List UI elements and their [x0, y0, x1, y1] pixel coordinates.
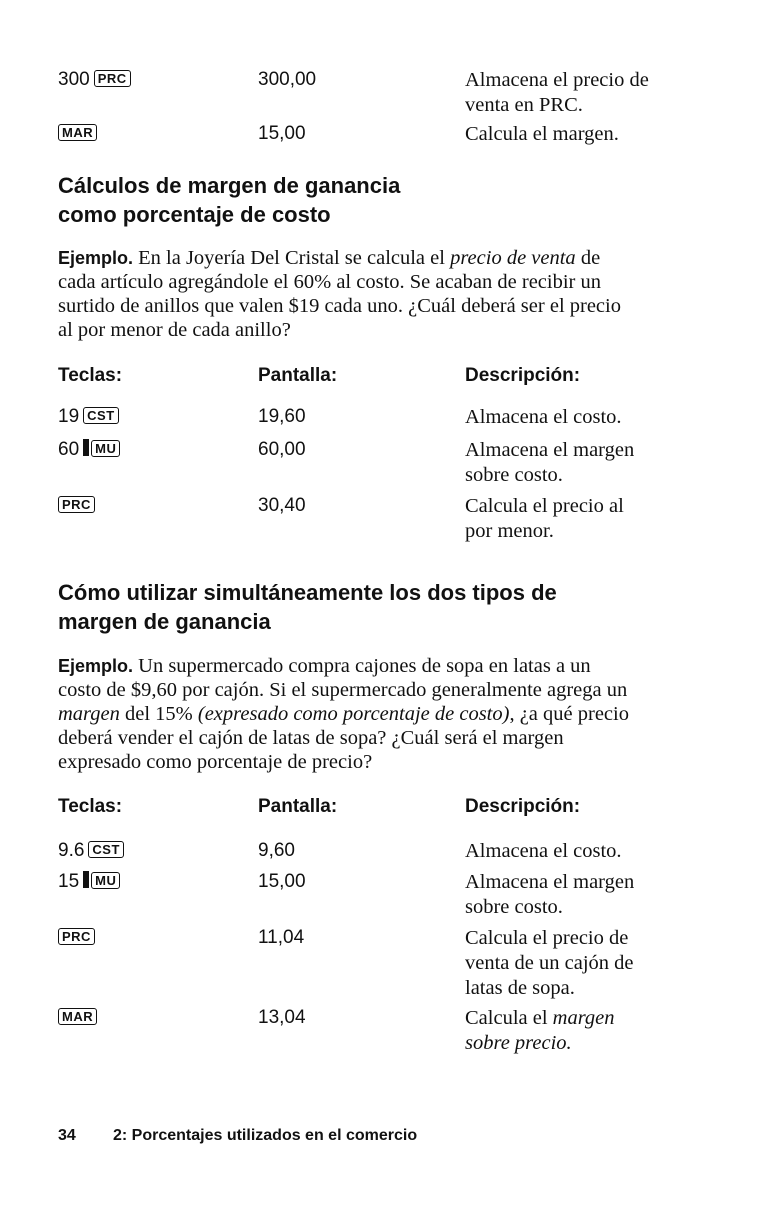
- section-heading: Cálculos de margen de ganancia como porcentaje de costo: [58, 173, 401, 227]
- description-cell: Calcula el margen sobre precio.: [465, 1007, 615, 1054]
- display-cell: 9,60: [258, 840, 295, 861]
- description-cell: Almacena el costo.: [465, 840, 622, 862]
- display-cell: 13,04: [258, 1007, 306, 1028]
- description-cell: Almacena el margen sobre costo.: [465, 871, 635, 918]
- calculator-key: PRC: [94, 70, 131, 87]
- keystroke-cell: 9.6 CST: [58, 839, 124, 863]
- display-header: Pantalla:: [258, 365, 338, 386]
- description-cell: Almacena el precio de venta en PRC.: [465, 69, 649, 116]
- keystroke-cell: [58, 122, 97, 146]
- calculator-key: MAR: [58, 1008, 97, 1025]
- description-cell: Almacena el costo.: [465, 406, 622, 428]
- section-heading: Cómo utilizar simultáneamente los dos tipos de margen de ganancia: [58, 580, 557, 634]
- calculator-key: PRC: [58, 928, 95, 945]
- description-header: Descripción:: [465, 796, 581, 817]
- calculator-key: PRC: [58, 496, 95, 513]
- display-cell: 15,00: [258, 123, 306, 144]
- display-cell: 19,60: [258, 406, 306, 427]
- example-label: Ejemplo.: [58, 656, 134, 676]
- calculator-key: MU: [91, 872, 120, 889]
- keystroke-cell: 300 PRC: [58, 68, 131, 92]
- shift-key-icon: [83, 871, 89, 888]
- description-cell: Almacena el margen sobre costo.: [465, 439, 635, 486]
- display-cell: 30,40: [258, 495, 306, 516]
- description-cell: Calcula el precio de venta de un cajón de latas de sopa.: [465, 927, 634, 999]
- example-paragraph: Ejemplo. En la Joyería Del Cristal se calcula el precio de venta de cada artículo agregándole el 60% al costo. Se acaban de recibir un surtido de anillos que valen $19 cada uno. ¿Cuál deberá ser el precio al por menor de cada anillo?: [58, 247, 621, 341]
- keystroke-cell: 60 MU: [58, 438, 120, 462]
- calculator-key: CST: [88, 841, 124, 858]
- description-cell: Calcula el precio al por menor.: [465, 495, 624, 542]
- chapter-title: 2: Porcentajes utilizados en el comercio: [113, 1127, 418, 1144]
- calculator-key: MAR: [58, 124, 97, 141]
- keystroke-cell: [58, 926, 95, 950]
- keystroke-cell: [58, 494, 95, 518]
- keystroke-cell: [58, 1006, 97, 1030]
- keys-header: Teclas:: [58, 365, 123, 386]
- keystroke-cell: 15 MU: [58, 870, 120, 894]
- display-cell: 60,00: [258, 439, 306, 460]
- shift-key-icon: [83, 439, 89, 456]
- page-number: 34: [58, 1127, 76, 1144]
- display-cell: 15,00: [258, 871, 306, 892]
- keys-header: Teclas:: [58, 796, 123, 817]
- page-footer: [58, 1127, 417, 1145]
- description-cell: Calcula el margen.: [465, 123, 619, 145]
- calculator-key: CST: [83, 407, 119, 424]
- calculator-key: MU: [91, 440, 120, 457]
- display-cell: 11,04: [258, 927, 305, 948]
- example-label: Ejemplo.: [58, 248, 134, 268]
- display-header: Pantalla:: [258, 796, 338, 817]
- keystroke-cell: 19 CST: [58, 405, 119, 429]
- description-header: Descripción:: [465, 365, 581, 386]
- example-paragraph: Ejemplo. Un supermercado compra cajones de sopa en latas a un costo de $9,60 por cajón. Si el supermercado generalmente agrega un margen del 15% (expresado como porcentaje de costo), ¿a qué precio deberá vender el cajón de latas de sopa? ¿Cuál será el margen expresado como porcentaje de precio?: [58, 655, 629, 773]
- display-cell: 300,00: [258, 69, 317, 90]
